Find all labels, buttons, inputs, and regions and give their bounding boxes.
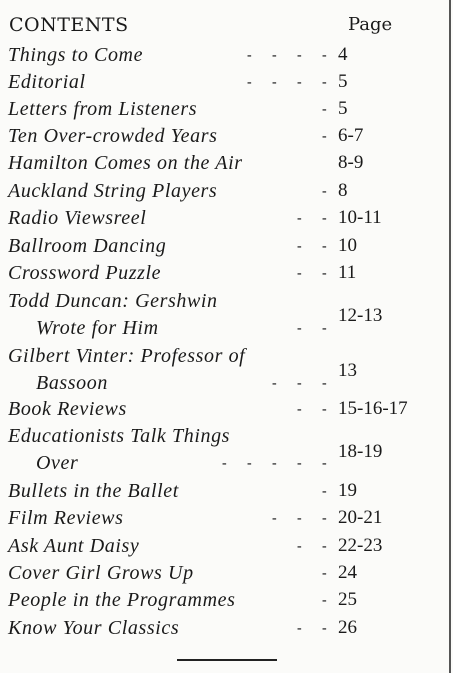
leader-dot: -: [297, 511, 302, 526]
entry-title: Ask Aunt Daisy: [8, 535, 140, 557]
leader-dot: -: [322, 211, 327, 226]
entry-title: Hamilton Comes on the Air: [8, 152, 243, 174]
leader-dot: -: [322, 266, 327, 281]
entry-title: Things to Come: [8, 44, 144, 66]
leader-dot: -: [322, 102, 327, 117]
leader-dot: -: [297, 211, 302, 226]
entry-title: Ten Over-crowded Years: [8, 125, 218, 147]
leader-dot: -: [297, 376, 302, 391]
leader-dot: -: [297, 621, 302, 636]
leader-dot: -: [322, 484, 327, 499]
leader-dot: -: [247, 75, 252, 90]
leader-dot: -: [297, 266, 302, 281]
leader-dot: -: [272, 376, 277, 391]
leader-dot: -: [322, 456, 327, 471]
leader-dot: -: [322, 321, 327, 336]
leader-dot: -: [322, 48, 327, 63]
entry-title-continuation: Over: [36, 452, 79, 474]
entry-title: Educationists Talk Things: [8, 425, 231, 447]
leader-dot: -: [322, 621, 327, 636]
leader-dot: -: [297, 456, 302, 471]
page-number: 24: [338, 562, 357, 583]
leader-dot: -: [272, 511, 277, 526]
leader-dot: -: [272, 456, 277, 471]
page-number: 8-9: [338, 152, 364, 173]
leader-dot: -: [297, 402, 302, 417]
leader-dot: -: [297, 75, 302, 90]
entry-title: Know Your Classics: [8, 617, 180, 639]
page-number: 5: [338, 98, 348, 119]
entry-title: Ballroom Dancing: [8, 235, 167, 257]
leader-dot: -: [322, 402, 327, 417]
entry-title-continuation: Bassoon: [36, 372, 108, 394]
leader-dot: -: [297, 321, 302, 336]
entry-title: Crossword Puzzle: [8, 262, 162, 284]
page-number: 11: [338, 262, 357, 283]
leader-dot: -: [322, 239, 327, 254]
page-column-heading: Page: [348, 14, 393, 35]
page-number: 20-21: [338, 507, 383, 528]
bottom-rule: [177, 659, 277, 661]
leader-dot: -: [222, 456, 227, 471]
page-number: 12-13: [338, 305, 383, 326]
column-rule: [449, 0, 451, 673]
page-number: 19: [338, 480, 357, 501]
leader-dot: -: [247, 48, 252, 63]
leader-dot: -: [322, 129, 327, 144]
page-number: 5: [338, 71, 348, 92]
entry-title-continuation: Wrote for Him: [36, 317, 159, 339]
leader-dot: -: [297, 239, 302, 254]
leader-dot: -: [322, 539, 327, 554]
leader-dot: -: [322, 566, 327, 581]
contents-heading: CONTENTS: [9, 14, 129, 36]
page-number: 8: [338, 180, 348, 201]
page-number: 25: [338, 589, 357, 610]
leader-dot: -: [297, 539, 302, 554]
page-number: 10-11: [338, 207, 382, 228]
leader-dot: -: [322, 593, 327, 608]
leader-dot: -: [322, 184, 327, 199]
page-number: 10: [338, 235, 357, 256]
entry-title: Book Reviews: [8, 398, 127, 420]
leader-dot: -: [322, 376, 327, 391]
entry-title: Auckland String Players: [8, 180, 218, 202]
entry-title: Letters from Listeners: [8, 98, 198, 120]
page-number: 18-19: [338, 441, 383, 462]
leader-dot: -: [322, 75, 327, 90]
leader-dot: -: [247, 456, 252, 471]
leader-dot: -: [322, 511, 327, 526]
entry-title: Cover Girl Grows Up: [8, 562, 194, 584]
entry-title: Todd Duncan: Gershwin: [8, 290, 218, 312]
entry-title: Film Reviews: [8, 507, 124, 529]
leader-dot: -: [297, 48, 302, 63]
page-number: 15-16-17: [338, 398, 408, 419]
page-number: 26: [338, 617, 357, 638]
entry-title: Radio Viewsreel: [8, 207, 147, 229]
page-number: 22-23: [338, 535, 383, 556]
page-number: 4: [338, 44, 348, 65]
entry-title: Gilbert Vinter: Professor of: [8, 345, 246, 367]
page-number: 13: [338, 360, 357, 381]
page-number: 6-7: [338, 125, 364, 146]
leader-dot: -: [272, 48, 277, 63]
leader-dot: -: [272, 75, 277, 90]
entry-title: People in the Programmes: [8, 589, 236, 611]
entry-title: Bullets in the Ballet: [8, 480, 179, 502]
entry-title: Editorial: [8, 71, 86, 93]
